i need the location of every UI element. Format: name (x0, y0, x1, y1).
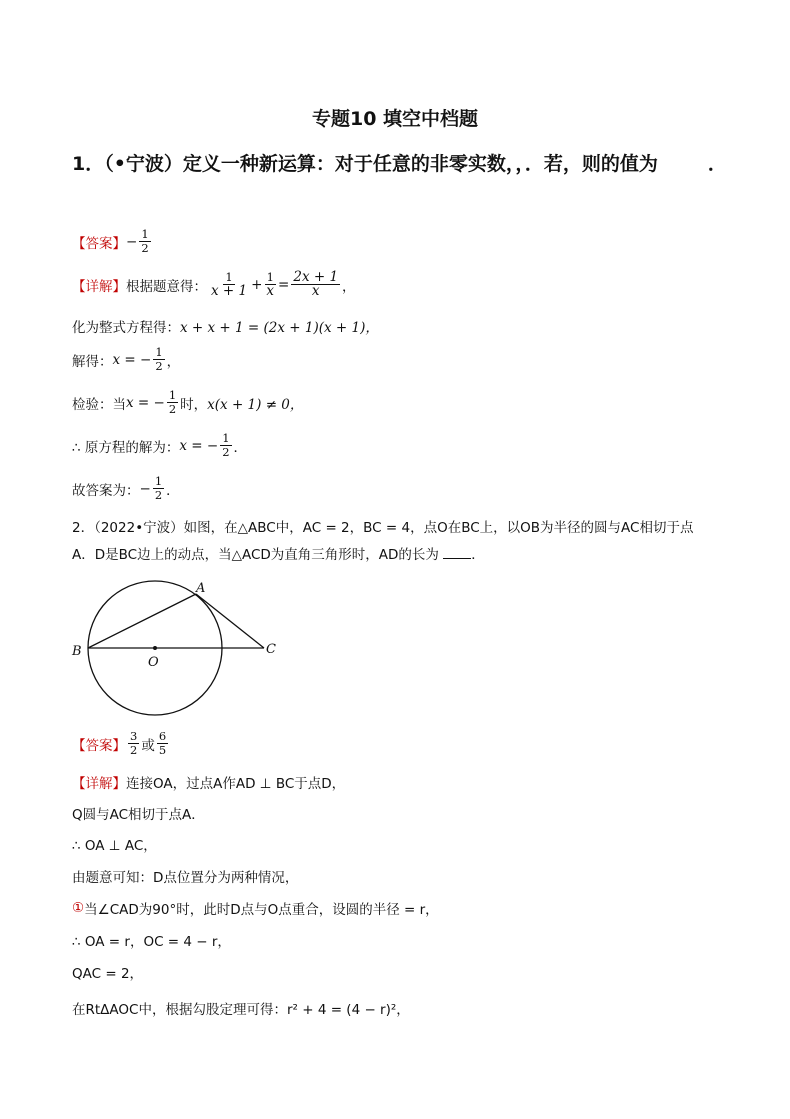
center-point-o (153, 646, 157, 650)
question-1-stem: 1．（•宁波）定义一种新运算：对于任意的非零实数，，．若，则的值为 ． (72, 153, 727, 175)
q1-detail-6: 故答案为： − $\frac{1}{2}$ ． (72, 474, 180, 502)
label-b: B (72, 644, 82, 659)
fraction-half: $\frac{1}{2}$ (141, 227, 149, 255)
question-2-stem: 2．（2022•宁波）如图，在△ABC中，AC = 2，BC = 4，点O在BC上，以OB为半径的圆与AC相切于点 A．D是BC边上的动点，当△ACD为直角三角形时，AD的长为 ． (72, 520, 694, 563)
q2-detail-1: 【详解】 连接OA，过点A作AD ⊥ BC于点D， (72, 776, 346, 792)
q2-answer: 【答案】 $\frac{3}{2}$ 或 $\frac{6}{5}$ (72, 729, 167, 757)
q1-detail-2: 化为整式方程得： x + x + 1 = (2x + 1)(x + 1)， (72, 320, 379, 336)
geometry-figure (68, 578, 288, 718)
q2-detail-2: Q圆与AC相切于点A． (72, 807, 205, 823)
label-o: O (148, 655, 159, 670)
q2-detail-4: 由题意可知：D点位置分为两种情况， (72, 870, 299, 886)
q2-detail-5: ① 当∠CAD为90°时，此时D点与O点重合，设圆的半径 = r， (72, 900, 439, 918)
label-c: C (266, 642, 276, 657)
q1-detail-5: ∴ 原方程的解为： x = − $\frac{1}{2}$ ． (72, 431, 248, 459)
answer-label: 【答案】 (72, 235, 126, 252)
q1-detail-3: 解得： x = − $\frac{1}{2}$ ， (72, 345, 181, 373)
q2-detail-3: ∴ OA ⊥ AC， (72, 838, 157, 854)
answer-blank (443, 546, 471, 559)
q1-detail-4: 检验：当 x = − $\frac{1}{2}$ 时， x(x + 1) ≠ 0， (72, 388, 304, 416)
q2-detail-8: 在RtΔAOC中，根据勾股定理可得：r² + 4 = (4 − r)²， (72, 1002, 410, 1018)
page-title: 专题10 填空中档题 (311, 108, 479, 130)
segment-ba (88, 594, 196, 648)
q1-answer: 【答案】 − $\frac{1}{2}$ (72, 227, 149, 255)
label-a: A (196, 581, 206, 596)
segment-ac (196, 594, 264, 648)
q2-detail-7: QAC = 2， (72, 966, 144, 982)
q2-detail-6: ∴ OA = r，OC = 4 − r， (72, 934, 231, 950)
q1-detail-1: 【详解】 根据题意得： $\frac{1}{x + 1}$ + $\frac{1}{x}$ = $\frac{2x + 1}{x}$ ， (72, 269, 356, 299)
